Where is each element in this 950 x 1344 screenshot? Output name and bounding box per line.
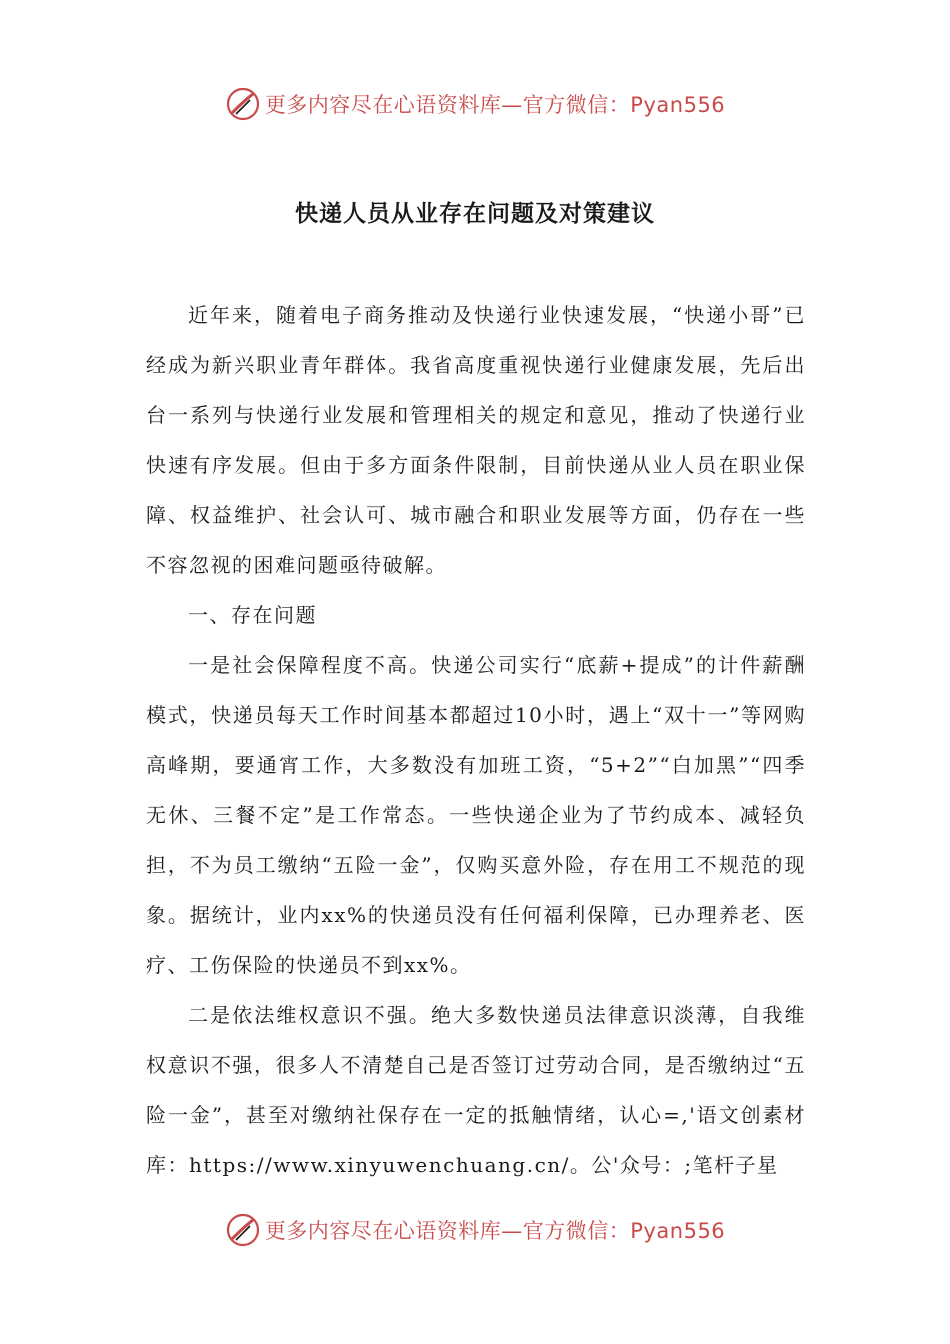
paragraph-social-security: 一是社会保障程度不高。快递公司实行“底薪+提成”的计件薪酬模式，快递员每天工作时间基本都超过10小时，遇上“双十一”等网购高峰期，要通宵工作，大多数没有加班工资，“5+2”“白加黑”“四季无休、三餐不定”是工作常态。一些快递企业为了节约成本、减轻负担，不为员工缴纳“五险一金”，仅购买意外险，存在用工不规范的现象。据统计，业内xx%的快递员没有任何福利保障，已办理养老、医疗、工伤保险的快递员不到xx%。 bbox=[146, 653, 806, 977]
paragraph-intro: 近年来，随着电子商务推动及快递行业快速发展，“快递小哥”已经成为新兴职业青年群体。我省高度重视快递行业健康发展，先后出台一系列与快递行业发展和管理相关的规定和意见，推动了快递行业快速有序发展。但由于多方面条件限制，目前快递从业人员在职业保障、权益维护、社会认可、城市融合和职业发展等方面，仍存在一些不容忽视的困难问题亟待破解。 bbox=[146, 303, 806, 577]
header-banner bbox=[0, 82, 950, 126]
section-heading: 一、存在问题 bbox=[188, 603, 317, 627]
footer-banner bbox=[0, 1208, 950, 1252]
footer-banner-text: 更多内容尽在心语资料库—官方微信：Pyan556 bbox=[264, 1219, 726, 1243]
header-banner-text: 更多内容尽在心语资料库—官方微信：Pyan556 bbox=[264, 93, 726, 117]
pen-logo-icon bbox=[225, 86, 261, 122]
pen-logo-icon bbox=[225, 1212, 261, 1248]
paragraph-rights-awareness: 二是依法维权意识不强。绝大多数快递员法律意识淡薄，自我维权意识不强，很多人不清楚自己是否签订过劳动合同，是否缴纳过“五险一金”，甚至对缴纳社保存在一定的抵触情绪，认心=,'语文创素材库：https://www.xinyuwenchuang.cn/。公'众号：;笔杆子星 bbox=[146, 1003, 806, 1177]
document-title: 快递人员从业存在问题及对策建议 bbox=[295, 201, 655, 228]
document-body bbox=[146, 290, 806, 1190]
